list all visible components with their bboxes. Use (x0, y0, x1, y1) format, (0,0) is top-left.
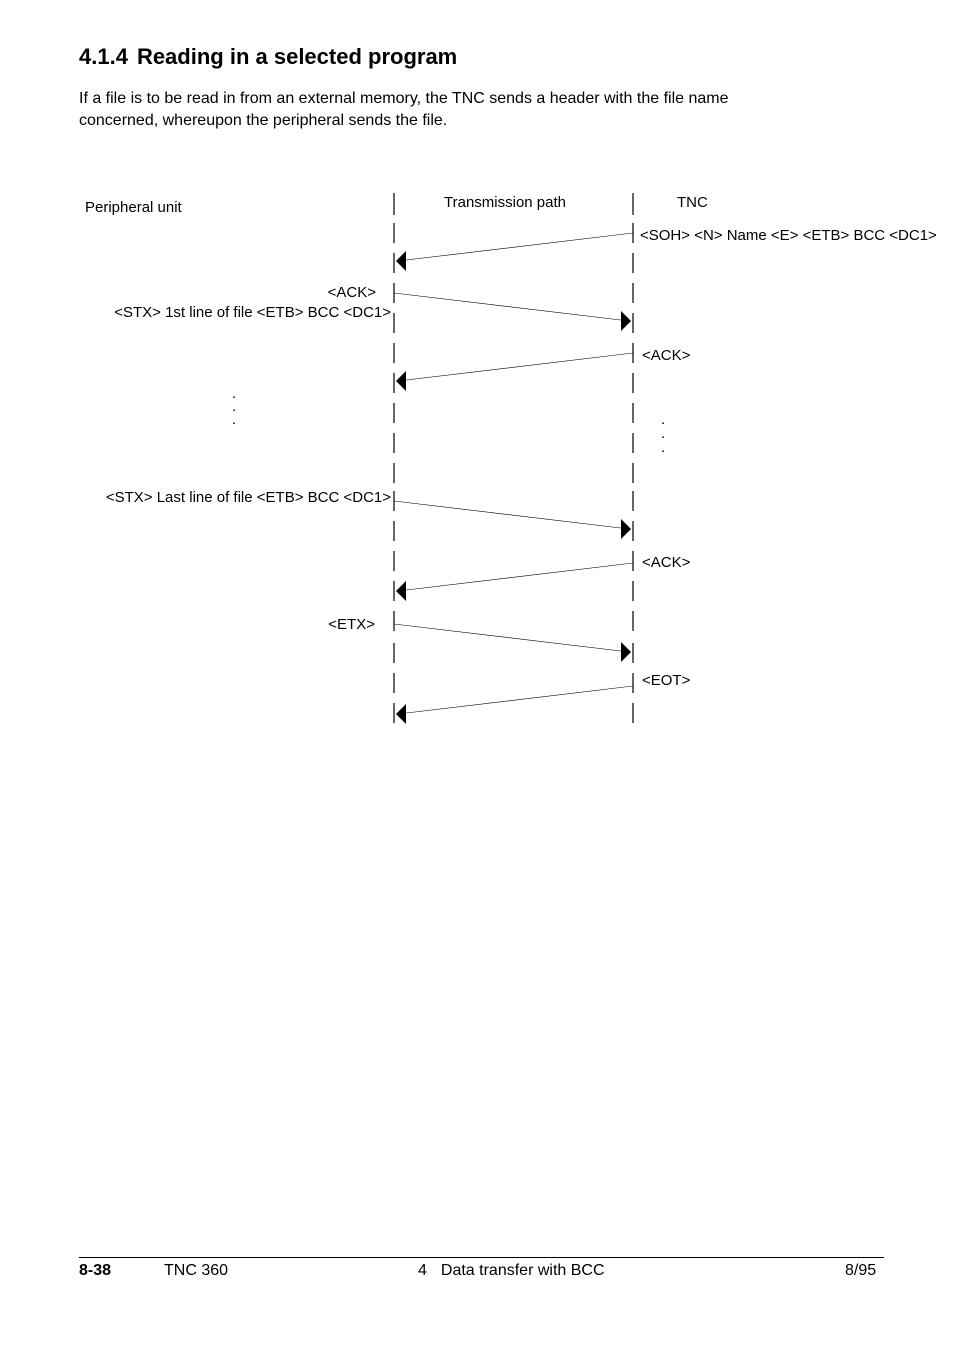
svg-text:.: . (661, 425, 666, 442)
arrowhead-left-icon (396, 251, 406, 271)
page-number: 8-38 (79, 1262, 112, 1279)
message-arrow-eot (398, 686, 633, 714)
peripheral-unit-label: Peripheral unit (85, 199, 182, 216)
chapter-name: Data transfer with BCC (440, 1262, 605, 1279)
arrowhead-left-icon (396, 704, 406, 724)
ack-label-1: <ACK> (327, 284, 376, 301)
arrowhead-right-icon (621, 519, 631, 539)
svg-text:.: . (232, 411, 237, 428)
intro-line-2: concerned, whereupon the peripheral sends the file. (79, 112, 448, 129)
edition-date: 8/95 (845, 1262, 877, 1279)
message-arrow-first-line (394, 293, 629, 321)
chapter-title (418, 1262, 605, 1280)
svg-text:.: . (232, 385, 237, 402)
message-arrow-etx (394, 624, 629, 652)
intro-line-1: If a file is to be read in from an external memory, the TNC sends a header with the file name (79, 90, 729, 107)
footer-rule (79, 1257, 884, 1258)
header-block-label: <SOH> <N> Name <E> <ETB> BCC <DC1> (640, 227, 937, 244)
ellipsis-left (232, 385, 236, 428)
tnc-label: TNC (677, 194, 708, 211)
message-arrow-ack-1 (398, 353, 633, 381)
first-line-label: <STX> 1st line of file <ETB> BCC <DC1> (114, 304, 391, 321)
section-number: 4.1.4 (79, 44, 128, 69)
svg-text:.: . (661, 439, 666, 456)
transmission-path-label: Transmission path (444, 194, 566, 211)
svg-text:.: . (232, 398, 237, 415)
svg-text:.: . (661, 411, 666, 428)
message-arrow-ack-2 (398, 563, 633, 591)
section-title: Reading in a selected program (136, 44, 458, 69)
product-name: TNC 360 (164, 1262, 229, 1279)
last-line-label: <STX> Last line of file <ETB> BCC <DC1> (105, 489, 391, 506)
message-arrow-last-line (394, 501, 629, 529)
ellipsis-right (661, 411, 665, 456)
chapter-number: 4 (418, 1262, 427, 1279)
arrowhead-left-icon (396, 371, 406, 391)
arrowhead-right-icon (621, 311, 631, 331)
ack-label-3: <ACK> (642, 554, 691, 571)
eot-label: <EOT> (642, 672, 691, 689)
arrowhead-right-icon (621, 642, 631, 662)
message-arrow-header (398, 233, 633, 261)
arrowhead-left-icon (396, 581, 406, 601)
ack-label-2: <ACK> (642, 347, 691, 364)
etx-label: <ETX> (328, 616, 375, 633)
